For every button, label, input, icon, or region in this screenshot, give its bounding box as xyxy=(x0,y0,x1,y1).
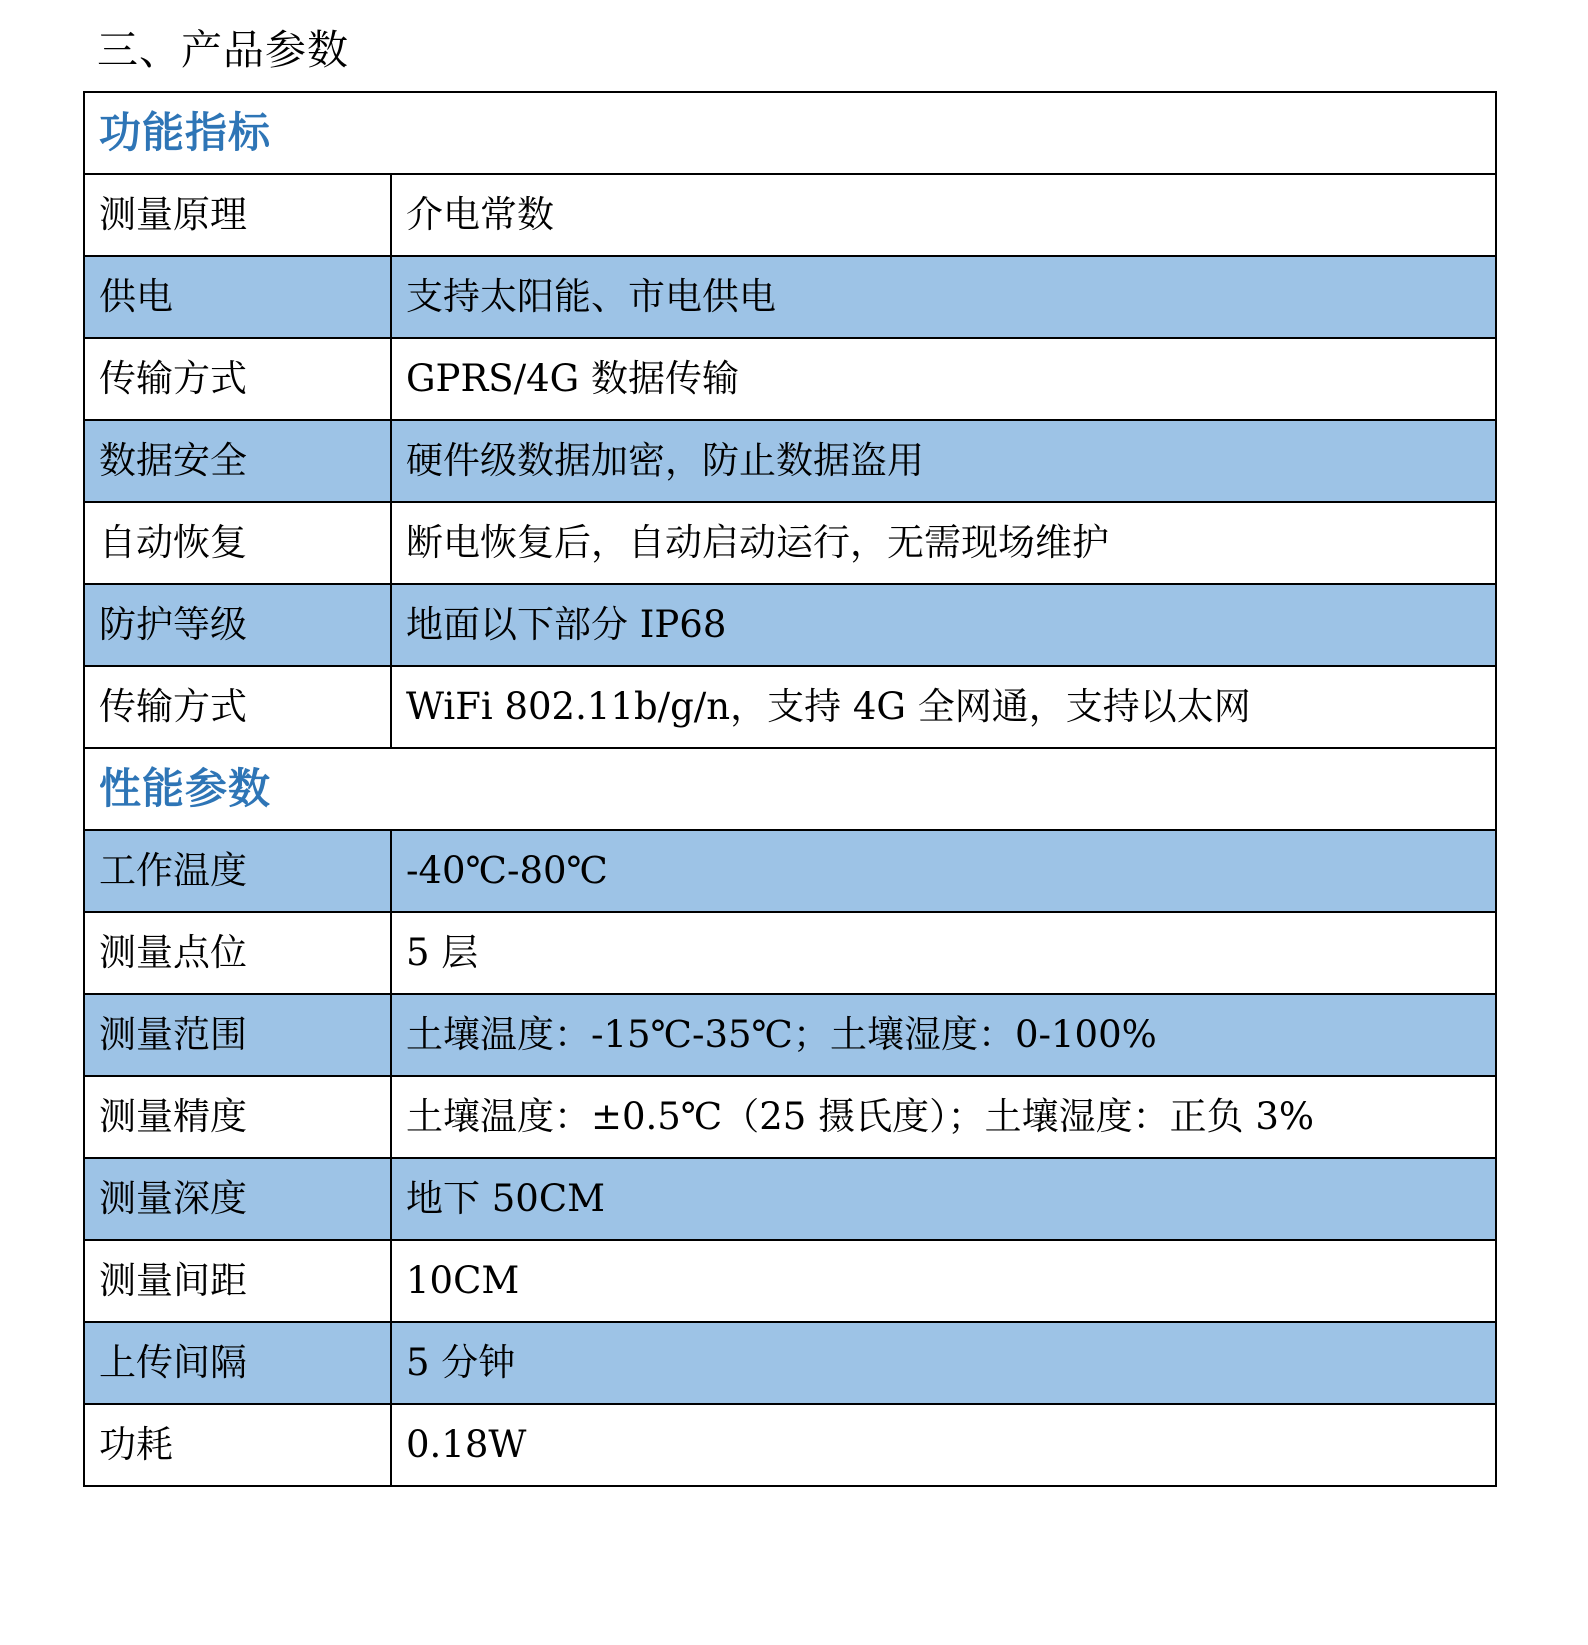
row-value: 介电常数 xyxy=(391,174,1496,256)
table-row xyxy=(84,1076,1496,1158)
row-label: 测量间距 xyxy=(84,1240,391,1322)
row-label: 上传间隔 xyxy=(84,1322,391,1404)
section-title: 性能参数 xyxy=(84,748,1496,830)
row-value: 土壤温度：-15℃-35℃；土壤湿度：0-100% xyxy=(391,994,1496,1076)
row-value: 断电恢复后，自动启动运行，无需现场维护 xyxy=(391,502,1496,584)
row-label: 供电 xyxy=(84,256,391,338)
row-label: 测量精度 xyxy=(84,1076,391,1158)
row-label: 测量点位 xyxy=(84,912,391,994)
row-value: GPRS/4G 数据传输 xyxy=(391,338,1496,420)
table-row xyxy=(84,666,1496,748)
row-value: 硬件级数据加密，防止数据盗用 xyxy=(391,420,1496,502)
table-row xyxy=(84,584,1496,666)
table-row xyxy=(84,1322,1496,1404)
row-label: 测量深度 xyxy=(84,1158,391,1240)
table-row xyxy=(84,502,1496,584)
section-header-row xyxy=(84,92,1496,174)
table-row xyxy=(84,1240,1496,1322)
row-value: 0.18W xyxy=(391,1404,1496,1486)
table-row xyxy=(84,912,1496,994)
row-value: 支持太阳能、市电供电 xyxy=(391,256,1496,338)
row-label: 传输方式 xyxy=(84,338,391,420)
table-row xyxy=(84,338,1496,420)
row-value: 地面以下部分 IP68 xyxy=(391,584,1496,666)
row-label: 测量原理 xyxy=(84,174,391,256)
table-row xyxy=(84,1158,1496,1240)
row-value: 地下 50CM xyxy=(391,1158,1496,1240)
row-value: 10CM xyxy=(391,1240,1496,1322)
row-label: 工作温度 xyxy=(84,830,391,912)
row-label: 数据安全 xyxy=(84,420,391,502)
section-title: 功能指标 xyxy=(84,92,1496,174)
row-value: 5 分钟 xyxy=(391,1322,1496,1404)
row-value: -40℃-80℃ xyxy=(391,830,1496,912)
row-label: 自动恢复 xyxy=(84,502,391,584)
spec-table xyxy=(83,91,1497,1487)
table-row xyxy=(84,994,1496,1076)
page-title: 三、产品参数 xyxy=(97,26,349,74)
row-value: 5 层 xyxy=(391,912,1496,994)
row-label: 测量范围 xyxy=(84,994,391,1076)
section-header-row xyxy=(84,748,1496,830)
row-value: WiFi 802.11b/g/n，支持 4G 全网通，支持以太网 xyxy=(391,666,1496,748)
table-row xyxy=(84,174,1496,256)
row-label: 防护等级 xyxy=(84,584,391,666)
row-label: 传输方式 xyxy=(84,666,391,748)
row-value: 土壤温度：±0.5℃（25 摄氏度）；土壤湿度：正负 3% xyxy=(391,1076,1496,1158)
table-row xyxy=(84,1404,1496,1486)
row-label: 功耗 xyxy=(84,1404,391,1486)
table-row xyxy=(84,830,1496,912)
table-row xyxy=(84,420,1496,502)
table-row xyxy=(84,256,1496,338)
